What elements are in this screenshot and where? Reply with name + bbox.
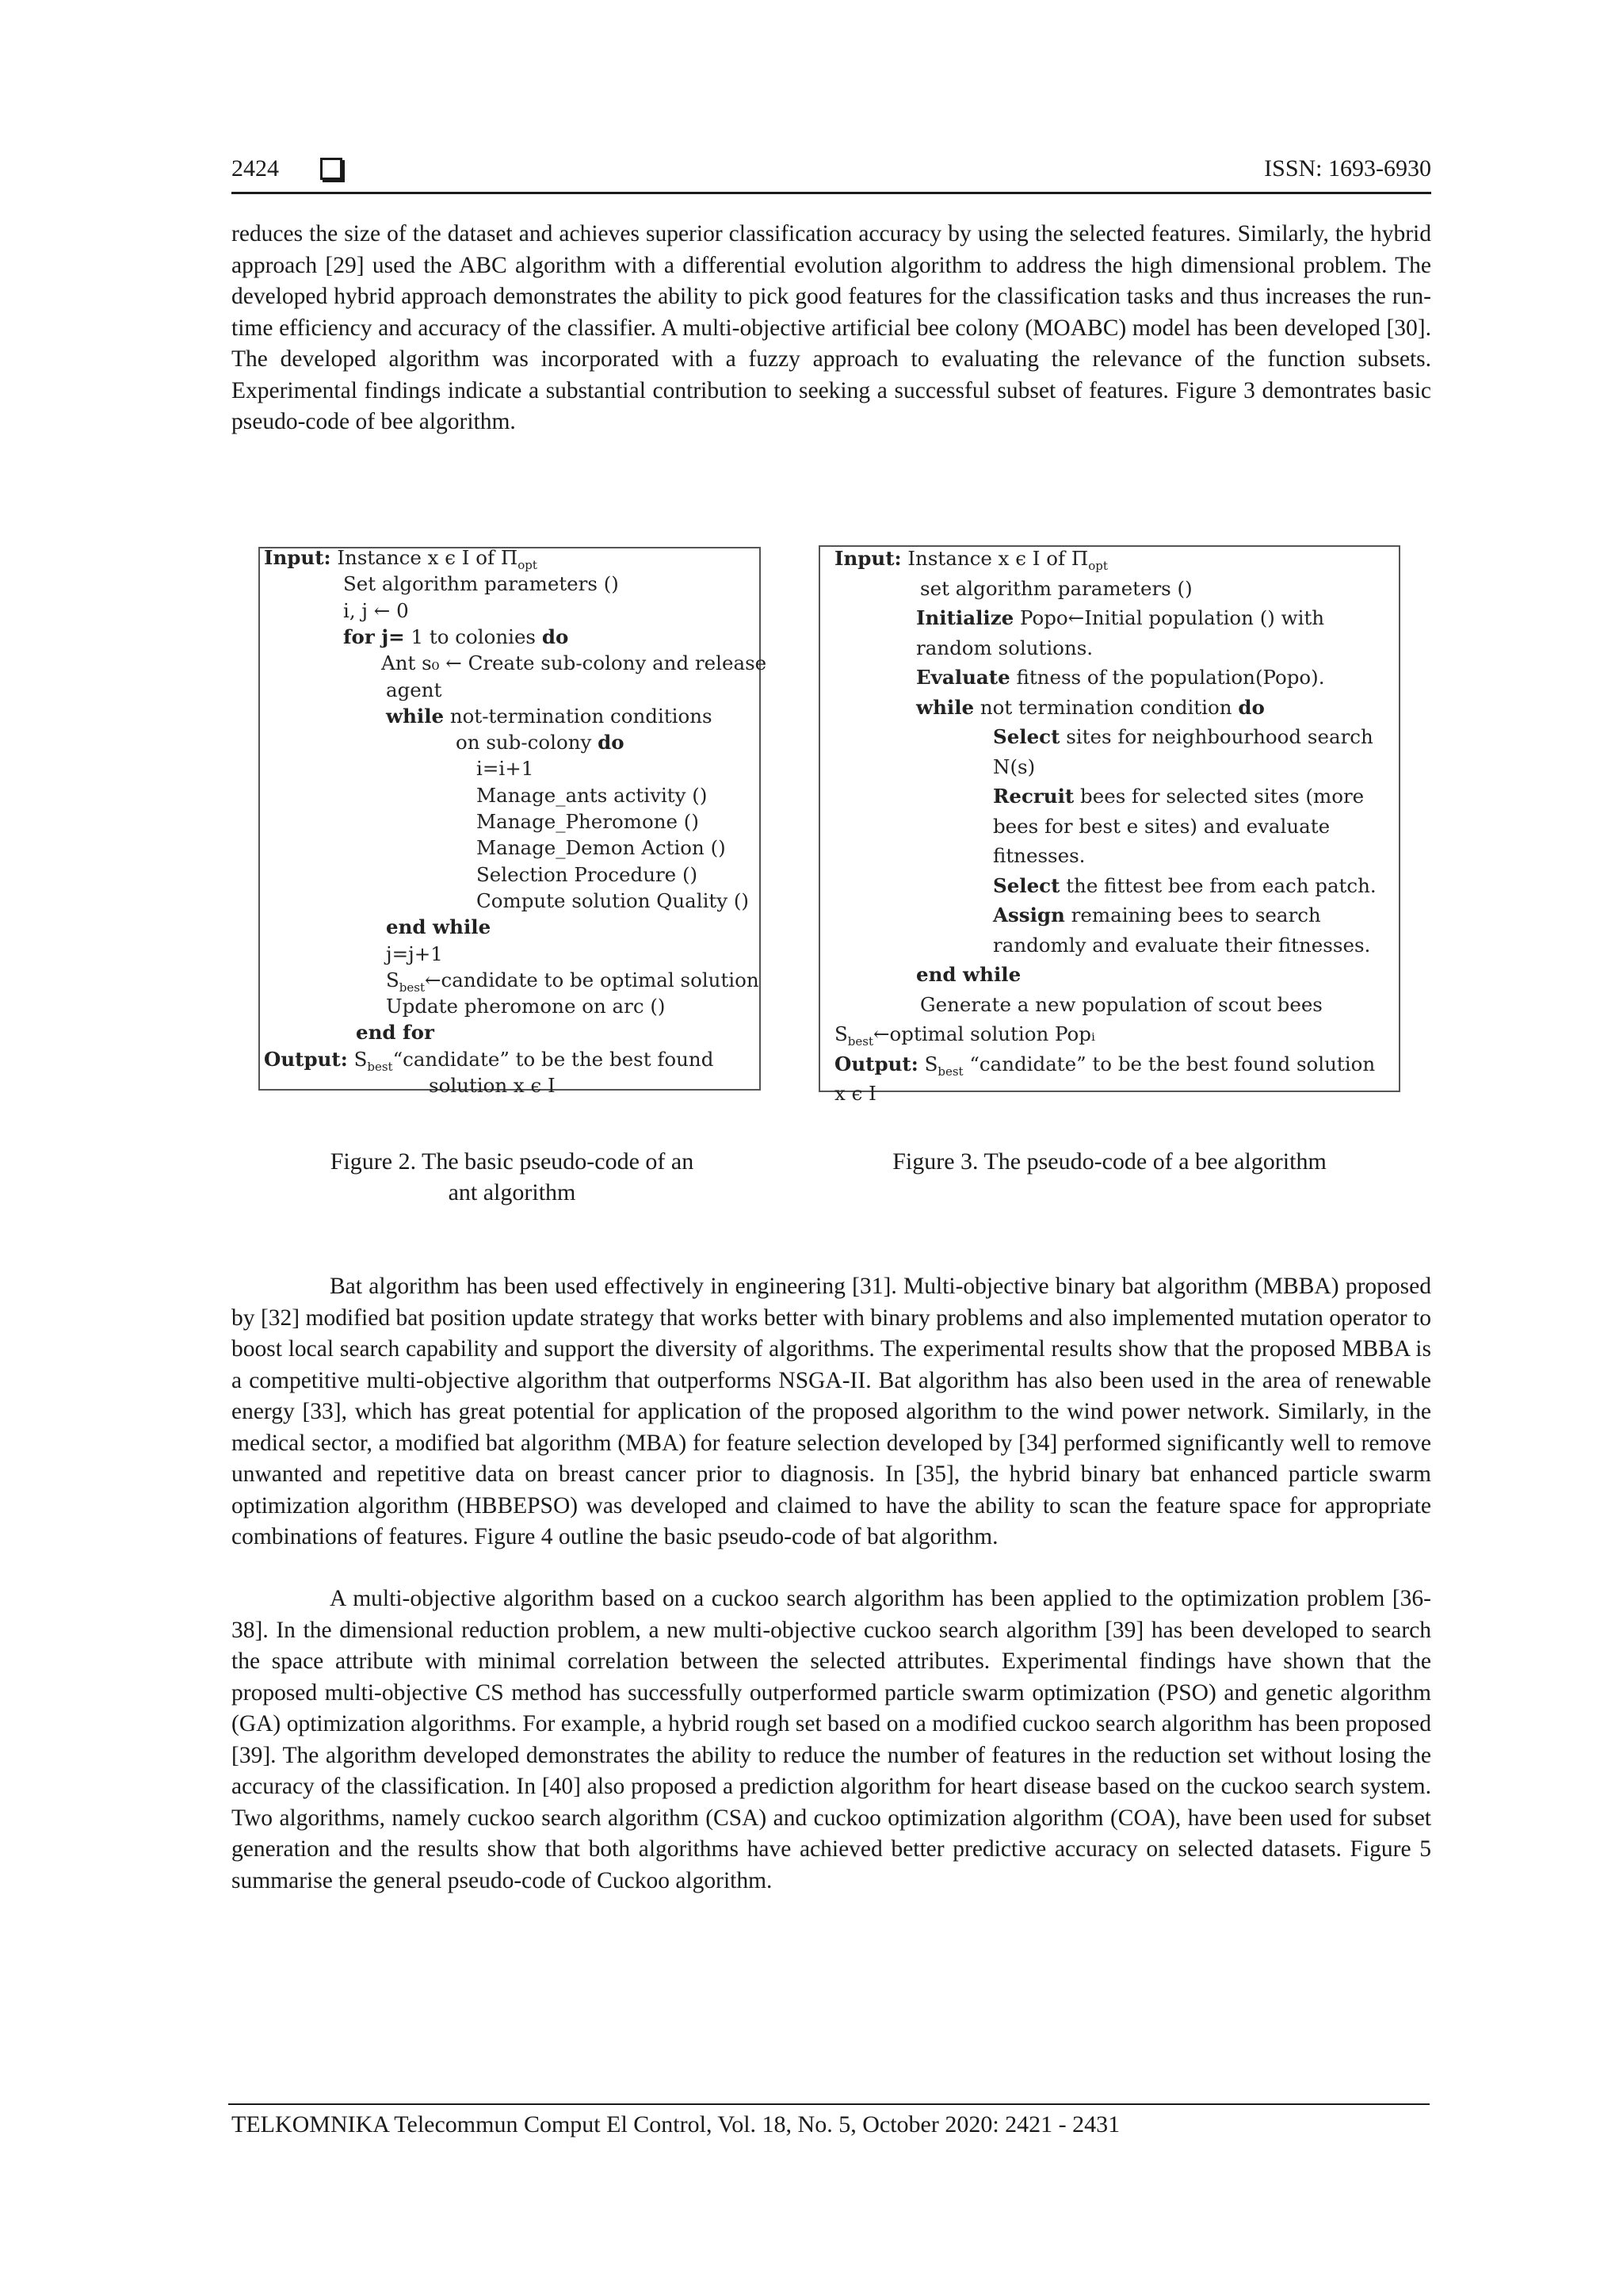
code-line bbox=[916, 693, 1265, 723]
code-keyword: end for bbox=[356, 1021, 434, 1045]
code-text: ←candidate to be optimal solution bbox=[425, 968, 759, 991]
code-text: Ant s₀ ← Create sub-colony and release bbox=[381, 651, 767, 675]
code-keyword: Input: bbox=[834, 547, 902, 570]
code-text: fitnesses. bbox=[993, 844, 1086, 867]
code-text: ←optimal solution Popᵢ bbox=[873, 1022, 1095, 1045]
code-text: S bbox=[386, 968, 399, 991]
code-text: sites for neighbourhood search bbox=[1060, 725, 1373, 748]
code-text: S bbox=[918, 1052, 938, 1075]
code-keyword: while bbox=[386, 704, 445, 728]
code-text: j=j+1 bbox=[386, 942, 443, 965]
code-text: not-termination conditions bbox=[444, 704, 712, 728]
code-line bbox=[476, 755, 533, 781]
code-text: not termination condition bbox=[974, 695, 1239, 719]
code-keyword: end while bbox=[916, 963, 1022, 986]
code-subscript: best bbox=[938, 1064, 964, 1079]
code-text: Manage_ants activity () bbox=[476, 783, 708, 807]
code-text: x ϵ I bbox=[834, 1082, 876, 1105]
code-subscript: best bbox=[367, 1059, 393, 1074]
code-text: the fittest bee from each patch. bbox=[1060, 873, 1377, 897]
code-line bbox=[993, 871, 1377, 901]
code-line bbox=[476, 861, 697, 888]
code-line bbox=[386, 677, 441, 703]
code-line bbox=[834, 1049, 1375, 1087]
code-line bbox=[916, 603, 1324, 633]
code-keyword: do bbox=[541, 625, 569, 648]
code-text: N(s) bbox=[993, 755, 1036, 778]
code-line bbox=[993, 752, 1035, 782]
code-keyword: Evaluate bbox=[916, 666, 1010, 689]
code-keyword: do bbox=[1238, 695, 1265, 719]
code-text: Selection Procedure () bbox=[476, 862, 698, 886]
code-keyword: Select bbox=[993, 725, 1060, 748]
code-text: bees for selected sites (more bbox=[1074, 785, 1365, 808]
code-text: remaining bees to search bbox=[1064, 904, 1321, 926]
code-line bbox=[476, 808, 699, 835]
code-text: Instance x ϵ I of Π bbox=[330, 546, 518, 569]
code-text: i, j ← 0 bbox=[343, 598, 409, 622]
page-number: 2424 bbox=[231, 155, 279, 181]
code-text: random solutions. bbox=[916, 636, 1094, 659]
square-bullet-icon bbox=[320, 158, 342, 180]
code-line bbox=[429, 1072, 556, 1098]
code-line bbox=[456, 729, 624, 755]
code-text: bees for best e sites) and evaluate bbox=[993, 814, 1331, 838]
code-line bbox=[993, 812, 1330, 842]
code-text: randomly and evaluate their fitnesses. bbox=[993, 933, 1371, 957]
code-line bbox=[386, 941, 443, 967]
code-line bbox=[993, 900, 1321, 930]
body-paragraph: reduces the size of the dataset and achieves superior classification accuracy by using the selected features. Similarly, the hybrid approach [29] used the ABC algorithm with a differential evolution algorithm to address the high dimensional problem. The developed hybrid approach demonstrates the ability to pick good features for the classification tasks and thus increases the run-time efficiency and accuracy of the classifier. A multi-objective artificial bee colony (MOABC) model has been developed [30]. The developed algorithm was incorporated with a fuzzy approach to evaluating the relevance of the function subsets. Experimental findings indicate a substantial contribution to seeking a successful subset of features. Figure 3 demontrates basic pseudo-code of bee algorithm. bbox=[231, 221, 1431, 434]
header-divider bbox=[231, 192, 1431, 194]
code-keyword: do bbox=[598, 731, 624, 755]
code-text: Compute solution Quality () bbox=[476, 888, 749, 912]
code-keyword: Input: bbox=[264, 546, 331, 569]
figure-2-caption: Figure 2. The basic pseudo-code of an ant algorithm bbox=[330, 1148, 694, 1205]
code-line bbox=[343, 571, 619, 597]
code-line bbox=[993, 781, 1364, 812]
code-line bbox=[386, 703, 712, 729]
code-text: Set algorithm parameters () bbox=[343, 572, 619, 596]
code-text: “candidate” to be the best found solution bbox=[963, 1052, 1376, 1075]
code-text: solution x ϵ I bbox=[429, 1074, 556, 1097]
code-text: Update pheromone on arc () bbox=[386, 995, 666, 1018]
footer-divider bbox=[228, 2103, 1430, 2105]
code-text: Instance x ϵ I of Π bbox=[901, 547, 1089, 570]
code-keyword: while bbox=[916, 695, 975, 719]
code-line bbox=[386, 993, 666, 1019]
code-text: agent bbox=[386, 678, 442, 701]
code-text: “candidate” to be the best found bbox=[392, 1047, 714, 1071]
issn-label: ISSN: 1693-6930 bbox=[1264, 155, 1431, 181]
code-text: on sub-colony bbox=[456, 731, 598, 755]
code-line bbox=[476, 888, 749, 914]
code-line bbox=[343, 598, 409, 624]
code-line bbox=[834, 1079, 876, 1109]
code-line bbox=[476, 782, 707, 808]
code-text: Generate a new population of scout bees bbox=[920, 992, 1323, 1016]
code-keyword: Output: bbox=[264, 1047, 348, 1071]
page-header bbox=[231, 155, 1431, 195]
code-text: Manage_Demon Action () bbox=[476, 836, 726, 860]
code-subscript: best bbox=[399, 980, 426, 995]
code-line bbox=[920, 574, 1193, 604]
code-keyword: end while bbox=[386, 915, 491, 939]
code-text: i=i+1 bbox=[476, 757, 534, 781]
code-line bbox=[343, 624, 568, 650]
code-keyword: Recruit bbox=[993, 785, 1075, 808]
code-line bbox=[381, 650, 766, 676]
code-text: S bbox=[347, 1047, 368, 1071]
code-line bbox=[916, 633, 1093, 663]
code-line bbox=[386, 914, 491, 940]
code-subscript: opt bbox=[517, 557, 537, 572]
body-paragraph: A multi-objective algorithm based on a cuckoo search algorithm has been applied to the optimization problem [36-38]. In the dimensional reduction problem, a new multi-objective cuckoo search algorithm [39] has been developed to search the space attribute with minimal correlation between the selected attributes. Experimental findings have shown that the proposed multi-objective CS method has successfully outperformed particle swarm optimization (PSO) and genetic algorithm (GA) optimization algorithms. For example, a hybrid rough set based on a modified cuckoo search algorithm has been proposed [39]. The algorithm developed demonstrates the ability to reduce the number of features in the reduction set without losing the accuracy of the classification. In [40] also proposed a prediction algorithm for heart disease based on the cuckoo search system. Two algorithms, namely cuckoo search algorithm (CSA) and cuckoo optimization algorithm (COA), have been used for subset generation and the results show that both algorithms have achieved better predictive accuracy on selected datasets. Figure 5 summarise the general pseudo-code of Cuckoo algorithm. bbox=[231, 1586, 1431, 1893]
code-keyword: for j= bbox=[343, 625, 405, 648]
code-text: Manage_Pheromone () bbox=[476, 810, 699, 833]
code-text: S bbox=[834, 1022, 848, 1045]
code-line bbox=[993, 841, 1085, 871]
code-keyword: Select bbox=[993, 873, 1060, 897]
code-line bbox=[916, 960, 1021, 990]
figure-3-caption: Figure 3. The pseudo-code of a bee algorithm bbox=[892, 1148, 1327, 1175]
code-line bbox=[993, 722, 1373, 752]
code-keyword: Initialize bbox=[916, 606, 1014, 629]
code-line bbox=[476, 835, 726, 861]
code-keyword: Output: bbox=[834, 1052, 918, 1075]
code-subscript: best bbox=[847, 1033, 874, 1049]
code-line bbox=[916, 663, 1325, 693]
code-text: set algorithm parameters () bbox=[920, 576, 1193, 600]
code-line bbox=[993, 930, 1370, 961]
code-line bbox=[920, 990, 1323, 1020]
code-line bbox=[356, 1019, 434, 1045]
code-text: fitness of the population(Popo). bbox=[1010, 666, 1325, 689]
code-text: Popo←Initial population () with bbox=[1014, 606, 1325, 629]
code-text: 1 to colonies bbox=[404, 625, 542, 648]
code-subscript: opt bbox=[1088, 558, 1108, 573]
body-paragraph: Bat algorithm has been used effectively in engineering [31]. Multi-objective binary bat algorithm (MBBA) proposed by [32] modified bat position update strategy that works better with binary problems and also implemented mutation operator to boost local search capability and support the diversity of algorithms. The experimental results show that the proposed MBBA is a competitive multi-objective algorithm that outperforms NSGA-II. Bat algorithm has also been used in the area of renewable energy [33], which has great potential for application of the proposed algorithm to the wind power network. Similarly, in the medical sector, a modified bat algorithm (MBA) for feature selection developed by [34] performed significantly well to remove unwanted and repetitive data on breast cancer prior to diagnosis. In [35], the hybrid binary bat enhanced particle swarm optimization algorithm (HBBEPSO) was developed and claimed to have the ability to scan the feature space for appropriate combinations of features. Figure 4 outline the basic pseudo-code of bat algorithm. bbox=[231, 1274, 1431, 1549]
footer-journal-citation: TELKOMNIKA Telecommun Comput El Control, Vol. 18, No. 5, October 2020: 2421 - 2431 bbox=[231, 2111, 1121, 2137]
code-keyword: Assign bbox=[993, 904, 1065, 926]
